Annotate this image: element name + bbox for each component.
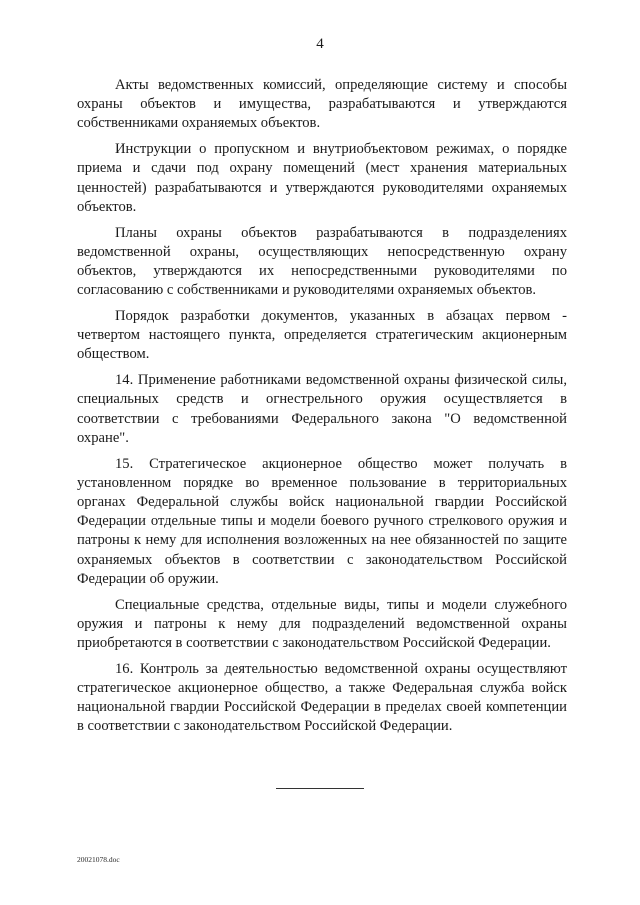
paragraph-access-instructions: Инструкции о пропускном и внутриобъектовом режимах, о порядке приема и сдачи под охрану помещений (мест хранения материальных ценностей) разрабатываются и утверждаются руководителями охраняемых объектов. [77,141,567,215]
end-separator-line [276,788,364,789]
document-body [77,76,567,743]
paragraph-commission-acts: Акты ведомственных комиссий, определяющие систему и способы охраны объектов и имущества, разрабатываются и утверждаются собственниками охраняемых объектов. [77,77,567,132]
paragraph-security-plans: Планы охраны объектов разрабатываются в подразделениях ведомственной охраны, осуществляющих непосредственную охрану объектов, утверждаются их непосредственными руководителями по согласованию с собственниками и руководителями охраняемых объектов. [77,224,567,299]
paragraph-document-procedure: Порядок разработки документов, указанных в абзацах первом - четвертом настоящего пункта, определяется стратегическим акционерным обществом. [77,308,567,363]
paragraph-item-14: 14. Применение работниками ведомственной охраны физической силы, специальных средств и огнестрельного оружия осуществляется в соответствии с требованиями Федерального закона "О ведомственной охране". [77,372,567,446]
footer-filename: 20021078.doc [77,855,120,864]
page-number: 4 [316,36,324,52]
paragraph-item-15: 15. Стратегическое акционерное общество может получать в установленном порядке во временное пользование в территориальных органах Федеральной службы войск национальной гвардии Российской Федерации отдельные типы и модели боевого ручного стрелкового оружия и патроны к нему для исполнения возложенных на нее обязанностей по защите охраняемых объектов в соответствии с законодательством Российской Федерации об оружии. [77,455,567,587]
paragraph-special-means: Специальные средства, отдельные виды, типы и модели служебного оружия и патроны к нему для подразделений ведомственной охраны приобретаются в соответствии с законодательством Российской Федерации. [77,596,567,652]
paragraph-item-16: 16. Контроль за деятельностью ведомственной охраны осуществляют стратегическое акционерное общество, а также Федеральная служба войск национальной гвардии Российской Федерации в пределах своей компетенции в соответствии с законодательством Российской Федерации. [77,660,567,735]
